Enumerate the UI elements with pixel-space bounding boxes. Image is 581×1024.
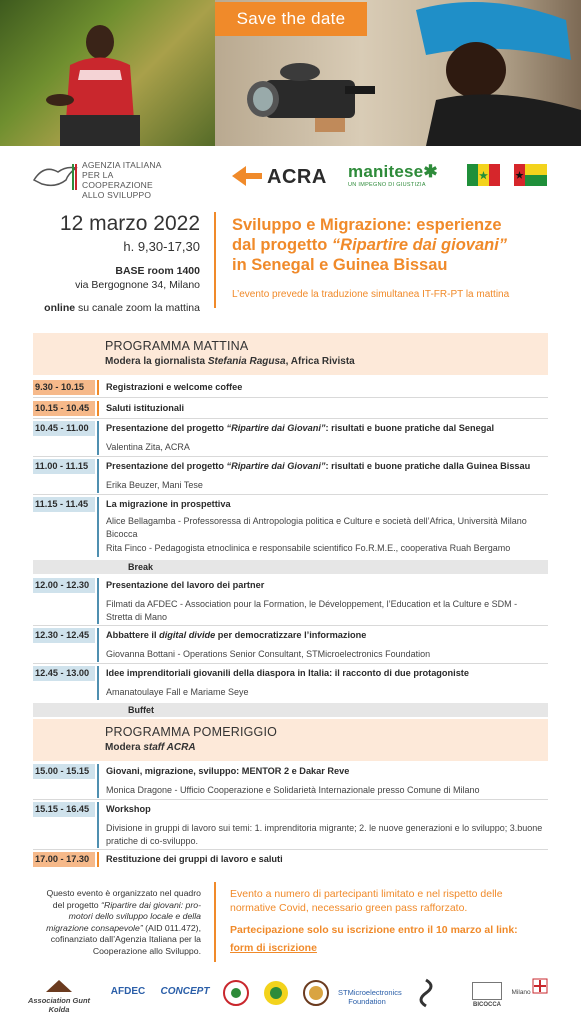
event-online [20,302,200,314]
agenda-time: 15.15 - 16.45 [33,802,95,817]
agenda-row [33,401,548,416]
row-bar [97,578,99,624]
title-line2b: “Ripartire dai giovani” [331,236,508,254]
aics-line3: ALLO SVILUPPO [82,190,152,200]
milano-crest-icon [532,978,548,994]
title-part-c: : risultati e buone pratiche dal Senegal [325,423,495,433]
row-divider [33,663,548,664]
agenda-row [33,764,548,798]
row-bar [97,401,99,416]
online-label: online [44,302,76,314]
morning-program-header [33,333,548,375]
header-divider [214,212,216,308]
agenda-title: Registrazioni e welcome coffee [106,382,243,392]
agenda-title: Giovani, migrazione, sviluppo: MENTOR 2 e Dakar Reve [106,766,350,776]
title-part-a: Presentazione del progetto [106,423,227,433]
moderator-name: staff ACRA [143,742,196,753]
title-part-b: “Ripartire dai Giovani” [226,423,326,433]
agenda-time: 11.15 - 11.45 [33,497,95,512]
moderator-suffix: , Africa Rivista [285,356,355,367]
agenda-speaker: Divisione in gruppi di lavoro sui temi: 1. imprenditoria migrante; 2. le nuove generazioni e lo sviluppo; 3.buone pratiche di co-sviluppo. [106,823,543,846]
title-part-b: “Ripartire dai Giovani” [226,461,326,471]
aics-logo [32,160,182,200]
guinea-bissau-flag-icon [514,164,547,186]
aics-line2: PER LA COOPERAZIONE [82,170,153,190]
afternoon-title: PROGRAMMA POMERIGGIO [105,725,278,739]
partner-emblem-icon [261,978,291,1008]
acra-logo-text: ACRA [267,166,327,188]
row-bar [97,421,99,455]
agenda-row [33,578,548,624]
row-bar [97,459,99,493]
agenda-speaker: Rita Finco - Pedagogista etnoclinica e responsabile scientifico Fo.R.M.E., cooperativa Ruah Bergamo [106,543,511,553]
partner-name: CONCEPT [160,986,210,997]
manitese-subtitle: UN IMPEGNO DI GIUSTIZIA [348,182,426,188]
row-divider [33,849,548,850]
agenda-speaker: Erika Beuzer, Mani Tese [106,480,203,490]
agenda-time: 10.15 - 10.45 [33,401,95,416]
agenda-speaker: Amanatoulaye Fall e Mariame Seye [106,687,249,697]
agenda-row [33,380,548,395]
moderator-name: Stefania Ragusa [207,356,286,367]
senegal-flag-icon [467,164,500,186]
agenda-title [106,628,366,643]
hero-photo-farmer [0,0,215,146]
morning-moderator [105,356,355,367]
agenda-time: 11.00 - 11.15 [33,459,95,474]
row-divider [33,799,548,800]
row-bar [97,380,99,395]
moderator-prefix: Modera la giornalista [105,356,208,367]
row-bar [97,764,99,798]
event-address: via Bergognone 34, Milano [75,279,200,291]
agenda-time: 10.45 - 11.00 [33,421,95,436]
partner-logo-4 [220,978,252,1012]
moderator-prefix: Modera [105,742,144,753]
partner-emblem-icon [221,978,251,1008]
afternoon-moderator [105,742,196,753]
row-bar [97,666,99,700]
row-bar [97,852,99,867]
morning-title: PROGRAMMA MATTINA [105,339,249,353]
title-part-c: per democratizzare l’informazione [215,630,367,640]
event-title [232,215,562,275]
partner-logo-8 [412,978,440,1012]
agenda-row [33,497,548,557]
agenda-speaker: Valentina Zita, ACRA [106,442,190,452]
title-line2a: dal progetto [232,236,332,254]
agenda-title: La migrazione in prospettiva [106,499,231,509]
agenda-time: 12.30 - 12.45 [33,628,95,643]
agenda-title: Workshop [106,804,151,814]
woman-figure [396,0,581,146]
title-part-a: Abbattere il [106,630,160,640]
break-bar: Break [33,560,548,574]
agenda-speaker: Filmati da AFDEC - Association pour la Formation, le Développement, l’Education et la Culture e SDM - Stretta di Mano [106,599,518,622]
farmer-figure [30,20,150,146]
partner-name: STMicroelectronics Foundation [338,988,402,1006]
registration-deadline: Partecipazione solo su iscrizione entro il 10 marzo al link: [230,924,518,936]
event-hours: h. 9,30-17,30 [123,239,200,254]
row-divider [33,418,548,419]
hut-icon [44,978,74,994]
partner-logo-afdec [104,986,152,1020]
agenda-title: Idee imprenditoriali giovanili della diaspora in Italia: il racconto di due protagoniste [106,668,469,678]
partner-name: AFDEC [110,986,146,997]
partner-logo-bicocca [472,982,502,1016]
hero-banner [0,0,581,146]
partner-logos [20,978,565,1012]
row-bar [97,497,99,557]
event-info [20,212,200,314]
agenda-time: 17.00 - 17.30 [33,852,95,867]
agenda-row [33,666,548,700]
manitese-logo-text: manitese [348,162,424,181]
acra-logo [232,164,327,193]
event-date: 12 marzo 2022 [59,212,200,235]
aics-line1: AGENZIA ITALIANA [82,160,162,170]
afternoon-program-header [33,719,548,761]
row-divider [33,456,548,457]
partner-logo-gunt-kolda [20,978,98,1012]
partner-name: Milano [511,989,531,996]
agenda-row [33,421,548,455]
partner-logo-5 [260,978,292,1012]
covid-note: Evento a numero di partecipanti limitato e nel rispetto delle normative Covid, necessario green pass rafforzato. [230,888,503,914]
partner-logo-milano [510,978,550,1012]
logos-row [0,150,581,202]
title-part-a: Presentazione del progetto [106,461,227,471]
agenda-time: 12.00 - 12.30 [33,578,95,593]
agenda-row [33,852,548,867]
partner-emblem-icon [301,978,331,1008]
partner-logo-concept [157,986,213,1020]
agenda-title: Saluti istituzionali [106,403,185,413]
manitese-logo: manitese✱ UN IMPEGNO DI GIUSTIZIA [348,162,438,188]
partner-emblem-icon [414,978,438,1008]
project-note [33,888,201,957]
online-detail: su canale zoom la mattina [75,302,200,314]
title-line1: Sviluppo e Migrazione: esperienze [232,216,502,234]
registration-info [230,887,550,955]
footer-divider [214,882,216,962]
project-note-a: Questo evento è organizzato nel quadro del progetto [46,888,201,910]
partner-name: Association Gunt Kolda [27,996,91,1014]
partner-name: BICOCCA [473,1002,501,1008]
row-bar [97,628,99,662]
registration-form-link[interactable]: form di iscrizione [230,942,317,954]
project-note-c: (AID 011.472), cofinanziato dall’Agenzia Italiana per la Cooperazione allo Sviluppo. [50,922,201,956]
title-line3: in Senegal e Guinea Bissau [232,256,448,274]
dove-icon [32,162,78,192]
agenda-title [106,459,530,474]
title-part-b: digital divide [159,630,216,640]
buffet-bar: Buffet [33,703,548,717]
save-the-date-badge: Save the date [215,2,367,36]
agenda-speaker: Giovanna Bottani - Operations Senior Consultant, STMicroelectronics Foundation [106,649,431,659]
agenda-row [33,802,548,848]
agenda-speaker: Monica Dragone - Ufficio Cooperazione e Solidarietà Internazionale presso Comune di Milano [106,785,480,795]
agenda-title [106,421,494,436]
agenda-time: 15.00 - 15.15 [33,764,95,779]
partner-logo-st [338,988,402,1022]
row-bar [97,802,99,848]
row-divider [33,494,548,495]
project-note-b: “Ripartire dai giovani: pro-motori dello sviluppo locale e della migrazione consapevole” [46,899,201,933]
agenda-row [33,459,548,493]
agenda-time: 9.30 - 10.15 [33,380,95,395]
agenda-title: Presentazione del lavoro dei partner [106,580,265,590]
agenda-title: Restituzione dei gruppi di lavoro e saluti [106,854,283,864]
event-venue: BASE room 1400 [115,265,200,277]
translation-note: L’evento prevede la traduzione simultanea IT-FR-PT la mattina [232,289,510,300]
event-title-block [232,215,562,300]
row-divider [33,625,548,626]
acra-mark-icon [232,164,264,188]
title-part-c: : risultati e buone pratiche dalla Guinea Bissau [325,461,531,471]
row-divider [33,397,548,398]
aics-logo-text [82,160,182,200]
partner-logo-6 [300,978,332,1012]
agenda-time: 12.45 - 13.00 [33,666,95,681]
agenda-speaker: Alice Bellagamba - Professoressa di Antropologia politica e Culture e società dell’Africa, Università Milano Bicocca [106,516,527,539]
video-camera-image [245,60,385,135]
agenda-row [33,628,548,662]
